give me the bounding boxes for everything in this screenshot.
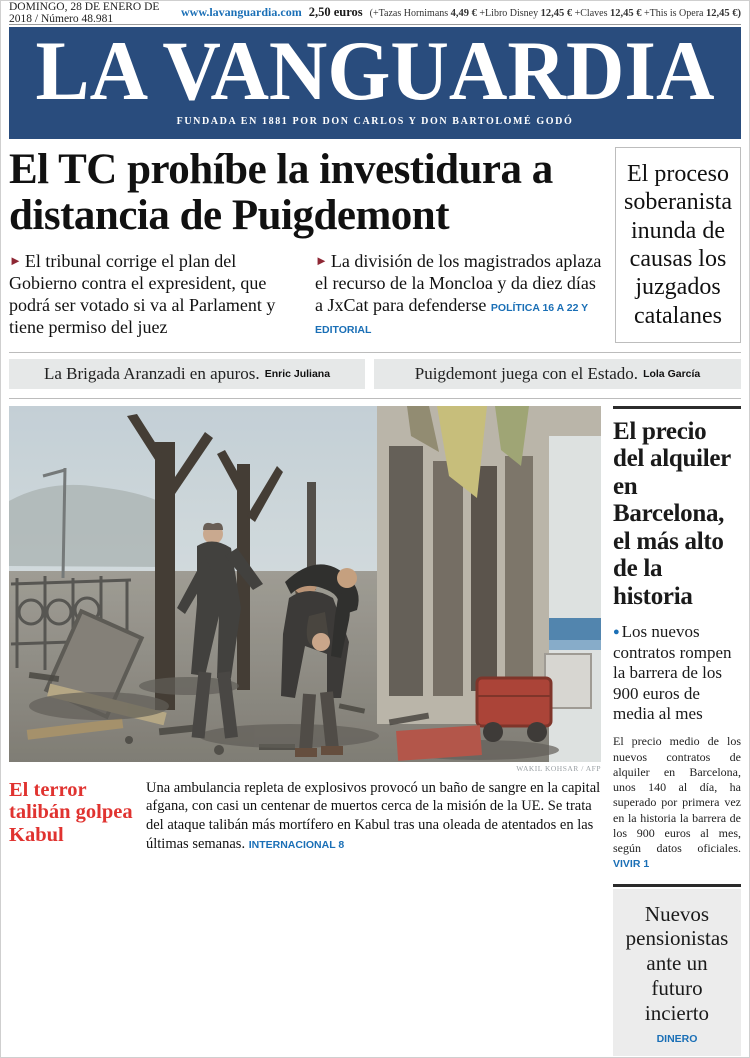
rent-headline: El precio del alquiler en Barcelona, el más alto de la historia	[613, 417, 731, 610]
divider	[9, 352, 741, 353]
divider	[613, 406, 741, 409]
cover-price: 2,50 euros	[308, 5, 363, 19]
subhead-1: ► El tribunal corrige el plan del Gobierno contra el expresident, que podrá ser votado si va al Parlament y tiene permiso del juez	[9, 251, 276, 338]
author-name: Enric Juliana	[264, 367, 331, 380]
topbar	[9, 1, 741, 25]
section-ref-internacional: INTERNACIONAL 8	[248, 838, 345, 851]
pension-story-box: Nuevos pensionistas ante un futuro incierto DINERO	[613, 889, 741, 1057]
rent-bullet: ● Los nuevos contratos rompen la barrera de los 900 euros de media al mes	[613, 622, 732, 723]
section-ref-politica: POLÍTICA 16 A 22 Y EDITORIAL	[315, 302, 588, 337]
edition-date: DOMINGO, 28 DE ENERO DE 2018 / Número 48.981	[9, 0, 160, 25]
arrow-icon: ►	[315, 253, 328, 269]
arrow-icon: ►	[9, 253, 22, 269]
opinion-strip-2: Puigdemont juega con el Estado. Lola García	[374, 359, 741, 389]
divider	[613, 884, 741, 887]
bullet-icon: ●	[613, 626, 620, 639]
photo-credit: WAKIL KOHSAR / AFP	[516, 763, 601, 773]
lead-story	[9, 147, 741, 343]
opinion-strip-1: La Brigada Aranzadi en apuros. Enric Juliana	[9, 359, 365, 389]
website-link[interactable]: www.lavanguardia.com	[181, 5, 302, 19]
main-headline: El TC prohíbe la investidura a distancia de Puigdemont	[9, 146, 553, 239]
kabul-caption: Una ambulancia repleta de explosivos provocó un baño de sangre en la capital afgana, con casi un centenar de muertos cerca de la misión de la UE. Se trata del ataque talibán más mortífero en Kabul tras una oleada de atentados en las últimas semanas. INTERNACIONAL 8	[146, 779, 601, 852]
section-ref-vivir: VIVIR 1	[613, 858, 650, 871]
kabul-photo	[9, 406, 601, 762]
newspaper-logo: LA VANGUARDIA	[35, 24, 715, 118]
founded-line: FUNDADA EN 1881 POR DON CARLOS Y DON BARTOLOMÉ GODÓ	[176, 116, 574, 127]
right-rail	[613, 406, 741, 1056]
section-ref-dinero: DINERO	[656, 1033, 698, 1046]
side-story-box: El proceso soberanista inunda de causas los juzgados catalanes	[615, 147, 741, 343]
kabul-headline: El terror talibán golpea Kabul	[9, 778, 133, 846]
rent-body: El precio medio de los nuevos contratos de alquiler en Barcelona, unos 140 al día, ha superado por primera vez en la historia la barrera de los 900 euros al mes, según datos oficiales. VIVIR 1	[613, 734, 741, 871]
subhead-2: ► La división de los magistrados aplaza el recurso de la Moncloa y da diez días a JxCat para defenderse POLÍTICA 16 A 22 Y EDITORIAL	[315, 251, 602, 337]
promo-prices: (+Tazas Hornimans 4,49 € +Libro Disney 12,45 € +Claves 12,45 € +This is Opera 12,45 €)	[369, 8, 741, 19]
author-name: Lola García	[643, 367, 701, 380]
masthead	[9, 24, 741, 139]
divider	[9, 398, 741, 399]
kabul-story	[9, 406, 601, 1056]
opinion-strips	[9, 359, 741, 389]
